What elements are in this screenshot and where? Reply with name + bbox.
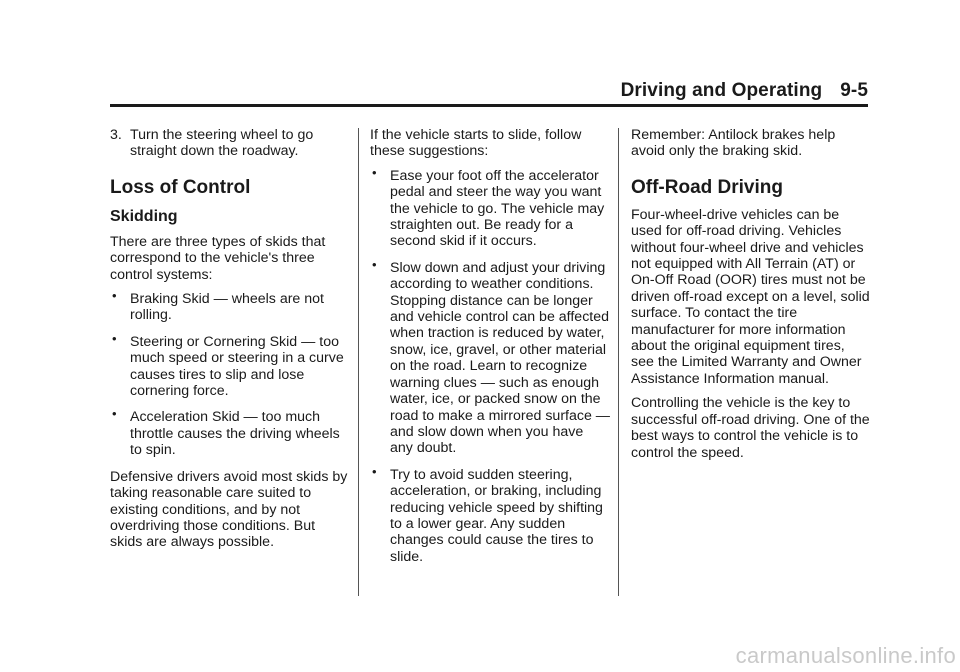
subsection-heading-skidding: Skidding xyxy=(110,207,178,225)
footer-watermark: carmanualsonline.info xyxy=(735,643,956,668)
step-number: 3. xyxy=(110,127,122,143)
bullet-item xyxy=(370,463,610,565)
bullet-item xyxy=(110,288,350,324)
bullet-icon: • xyxy=(112,330,117,346)
paragraph: If the vehicle starts to slide, follow these suggestions: xyxy=(370,127,582,160)
paragraph: Remember: Antilock brakes help avoid only the braking skid. xyxy=(631,127,836,160)
bullet-icon: • xyxy=(372,256,377,272)
paragraph: There are three types of skids that correspond to the vehicle's three control systems: xyxy=(110,233,326,283)
step-text: Turn the steering wheel to go straight down the roadway. xyxy=(130,127,314,160)
bullet-icon: • xyxy=(112,406,117,422)
bullet-item xyxy=(370,256,610,457)
column-divider xyxy=(618,128,619,596)
bullet-text: Braking Skid — wheels are not rolling. xyxy=(130,291,324,324)
bullet-text: Try to avoid sudden steering, acceleration, or braking, including reducing vehicle speed by shifting to a lower gear. Any sudden changes could cause the tires to slide. xyxy=(390,466,603,565)
header-title xyxy=(621,80,868,102)
column-1 xyxy=(110,127,350,559)
bullet-icon: • xyxy=(372,463,377,479)
column-2 xyxy=(370,127,610,575)
bullet-item xyxy=(370,164,610,250)
column-divider xyxy=(358,128,359,596)
bullet-item xyxy=(110,330,350,400)
section-title: Driving and Operating xyxy=(620,80,823,101)
bullet-text: Slow down and adjust your driving according to weather conditions. Stopping distance can be longer and vehicle control can be affected when traction is reduced by water, snow, ice, gravel, or other material on the road. Learn to recognize warning clues — such as enough water, ice, or packed snow on the road to make a mirrored surface — and slow down when you have any doubt. xyxy=(390,259,610,457)
bullet-text: Acceleration Skid — too much throttle causes the driving wheels to spin. xyxy=(130,409,340,459)
bullet-text: Steering or Cornering Skid — too much speed or steering in a curve causes tires to slip and lose cornering force. xyxy=(130,333,344,400)
bullet-item xyxy=(110,406,350,459)
paragraph: Controlling the vehicle is the key to successful off-road driving. One of the best ways to control the vehicle is to control the speed. xyxy=(631,395,870,461)
bullet-list xyxy=(370,164,610,565)
page-header xyxy=(110,80,868,107)
numbered-step xyxy=(110,127,350,160)
section-heading-loss-of-control: Loss of Control xyxy=(110,176,251,198)
bullet-text: Ease your foot off the accelerator pedal and steer the way you want the vehicle to go. The vehicle may straighten out. Be ready for a second skid if it occurs. xyxy=(390,167,605,250)
bullet-icon: • xyxy=(112,288,117,304)
bullet-list xyxy=(110,288,350,459)
paragraph: Four-wheel-drive vehicles can be used for off-road driving. Vehicles without four-wheel drive and vehicles not equipped with All Terrain (AT) or On-Off Road (OOR) tires must not be driven off-road except on a level, solid surface. To contact the tire manufacturer for more information about the original equipment tires, see the Limited Warranty and Owner Assistance Information manual. xyxy=(631,206,870,387)
section-heading-off-road-driving: Off-Road Driving xyxy=(631,176,783,198)
paragraph: Defensive drivers avoid most skids by taking reasonable care suited to existing conditions, and by not overdriving those conditions. But skids are always possible. xyxy=(110,468,348,551)
bullet-icon: • xyxy=(372,164,377,180)
column-3 xyxy=(631,127,871,469)
page-number: 9-5 xyxy=(840,80,868,101)
